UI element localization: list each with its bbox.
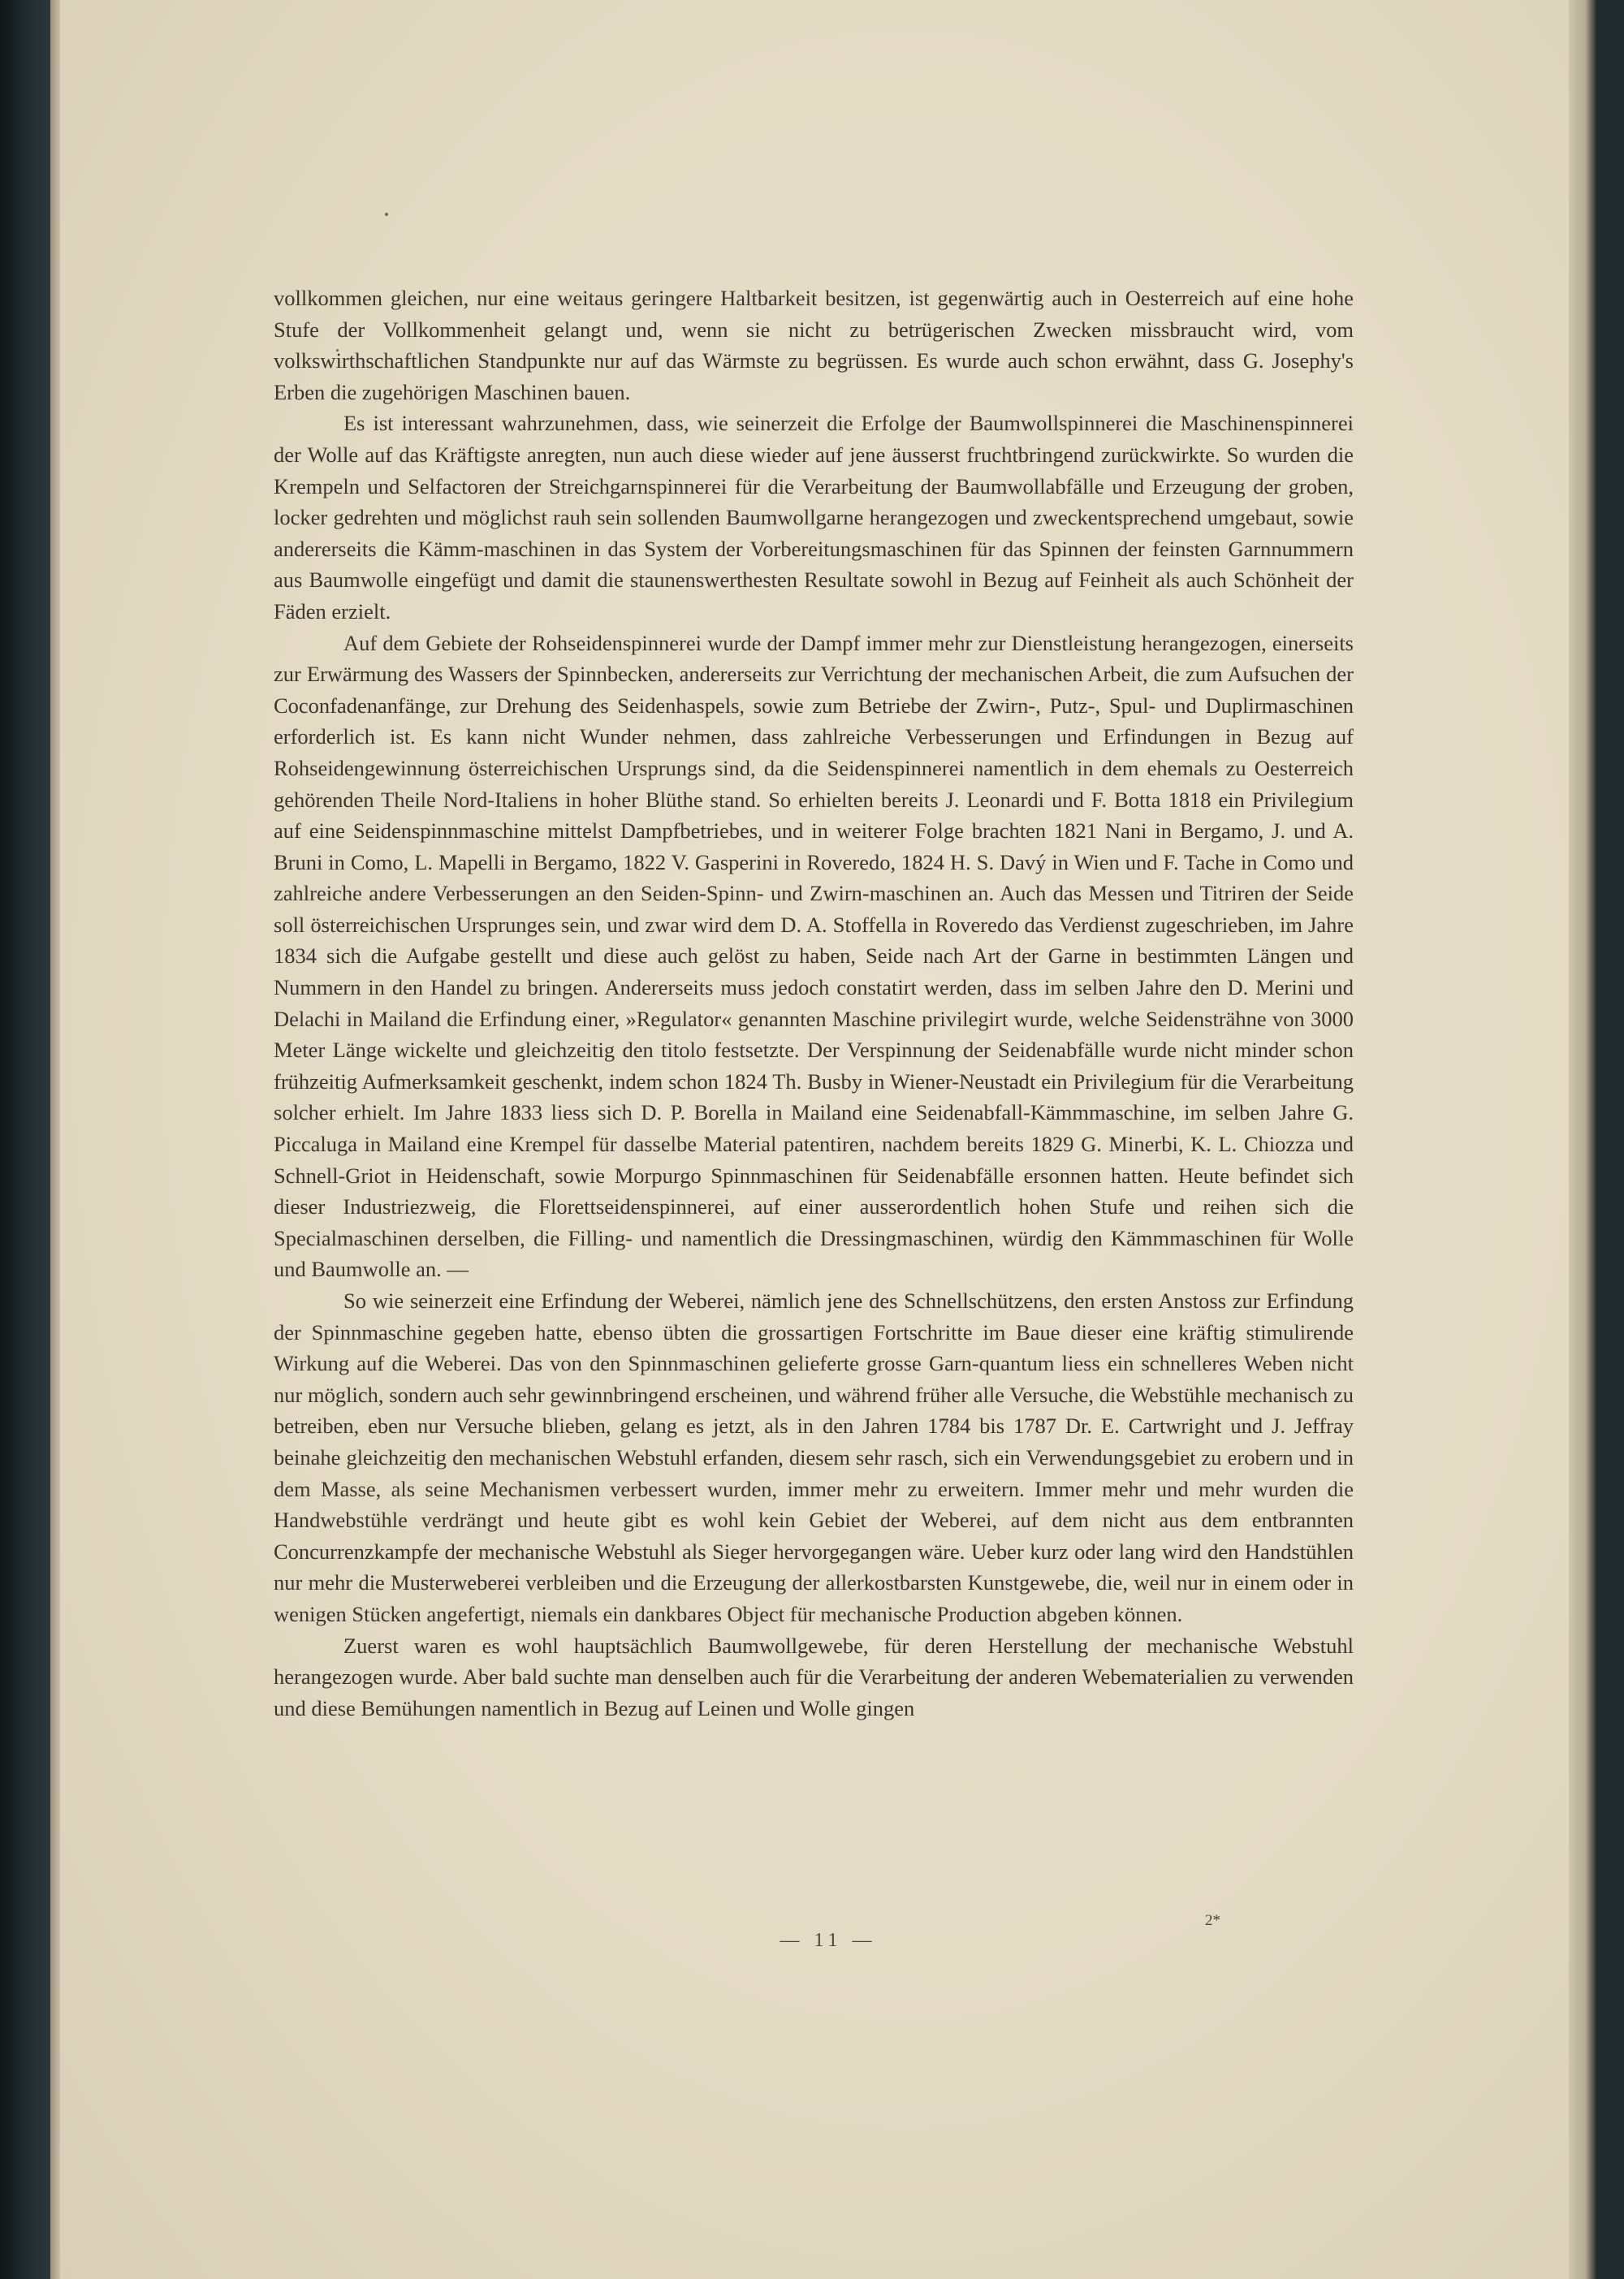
- binding-fold: [50, 0, 60, 2279]
- book-binding: [0, 0, 50, 2279]
- paragraph: Zuerst waren es wohl hauptsächlich Baumwollgewebe, für deren Herstellung der mechanische Webstuhl herangezogen wurde. Aber bald suchte man denselben auch für die Verarbeitung der anderen Webematerialien zu verwenden und diese Bemühungen namentlich in Bezug auf Leinen und Wolle gingen: [274, 1633, 1354, 1720]
- book-page: [60, 0, 1596, 2279]
- paper-speck: [385, 213, 388, 216]
- body-text: [274, 283, 1354, 1724]
- page-edge: [1569, 0, 1596, 2279]
- paragraph: So wie seinerzeit eine Erfindung der Weberei, nämlich jene des Schnellschützens, den ersten Anstoss zur Erfindung der Spinnmaschine gegeben hatte, ebenso übten die grossartigen Fortschritte im Baue dieser eine kräftig stimulirende Wirkung auf die Weberei. Das von den Spinnmaschinen gelieferte grosse Garn-quantum liess ein schnelleres Weben nicht nur möglich, sondern auch sehr gewinnbringend erscheinen, und während früher alle Versuche, die Webstühle mechanisch zu betreiben, eben nur Versuche blieben, gelang es jetzt, als in den Jahren 1784 bis 1787 Dr. E. Cartwright und J. Jeffray beinahe gleichzeitig den mechanischen Webstuhl erfanden, diesem sehr rasch, sich ein Verwendungsgebiet zu erobern und in dem Masse, als seine Mechanismen verbessert wurden, immer mehr zu erweitern. Immer mehr und mehr wurden die Handwebstühle verdrängt und heute gibt es wohl kein Gebiet der Weberei, auf dem nicht aus dem entbrannten Concurrenzkampfe der mechanische Webstuhl als Sieger hervorgegangen wäre. Ueber kurz oder lang wird den Handstühlen nur mehr die Musterweberei verbleiben und die Erzeugung der allerkostbarsten Kunstgewebe, die, weil nur in einem oder in wenigen Stücken angefertigt, niemals ein dankbares Object für mechanische Production abgeben können.: [274, 1288, 1354, 1626]
- signature-mark: 2*: [1205, 1912, 1220, 1929]
- paragraph: vollkommen gleichen, nur eine weitaus geringere Haltbarkeit besitzen, ist gegenwärtig auch in Oesterreich auf eine hohe Stufe der Vollkommenheit gelangt und, wenn sie nicht zu betrügerischen Zwecken missbraucht wird, vom volkswirthschaftlichen Standpunkte nur auf das Wärmste zu begrüssen. Es wurde auch schon erwähnt, dass G. Josephy's Erben die zugehörigen Maschinen bauen.: [274, 286, 1354, 404]
- paragraph: Es ist interessant wahrzunehmen, dass, wie seinerzeit die Erfolge der Baumwollspinnerei die Maschinenspinnerei der Wolle auf das Kräftigste anregten, nun auch diese wieder auf jene äusserst fruchtbringend zurückwirkte. So wurden die Krempeln und Selfactoren der Streichgarnspinnerei für die Verarbeitung der Baumwollabfälle und Erzeugung der groben, locker gedrehten und möglichst rauh sein sollenden Baumwollgarne herangezogen und zweckentsprechend umgebaut, sowie andererseits die Kämm-maschinen in das System der Vorbereitungsmaschinen für das Spinnen der feinsten Garnnummern aus Baumwolle eingefügt und damit die staunenswerthesten Resultate sowohl in Bezug auf Feinheit als auch Schönheit der Fäden erzielt.: [274, 411, 1354, 624]
- page-number: — 11 —: [780, 1930, 877, 1951]
- paragraph: Auf dem Gebiete der Rohseidenspinnerei wurde der Dampf immer mehr zur Dienstleistung herangezogen, einerseits zur Erwärmung des Wassers der Spinnbecken, andererseits zur Verrichtung der mechanischen Arbeit, die zum Aufsuchen der Coconfadenanfänge, zur Drehung des Seidenhaspels, sowie zum Betriebe der Zwirn-, Putz-, Spul- und Duplirmaschinen erforderlich ist. Es kann nicht Wunder nehmen, dass zahlreiche Verbesserungen und Erfindungen in Bezug auf Rohseidengewinnung österreichischen Ursprungs sind, da die Seidenspinnerei namentlich in dem ehemals zu Oesterreich gehörenden Theile Nord-Italiens in hoher Blüthe stand. So erhielten bereits J. Leonardi und F. Botta 1818 ein Privilegium auf eine Seidenspinnmaschine mittelst Dampfbetriebes, und in weiterer Folge brachten 1821 Nani in Bergamo, J. und A. Bruni in Como, L. Mapelli in Bergamo, 1822 V. Gasperini in Roveredo, 1824 H. S. Davý in Wien und F. Tache in Como und zahlreiche andere Verbesserungen an den Seiden-Spinn- und Zwirn-maschinen an. Auch das Messen und Titriren der Seide soll österreichischen Ursprunges sein, und zwar wird dem D. A. Stoffella in Roveredo das Verdienst zugeschrieben, im Jahre 1834 sich die Aufgabe gestellt und diese auch gelöst zu haben, Seide nach Art der Garne in bestimmten Längen und Nummern in den Handel zu bringen. Andererseits muss jedoch constatirt werden, dass im selben Jahre den D. Merini und Delachi in Mailand die Erfindung einer, »Regulator« genannten Maschine privilegirt wurde, welche Seidensträhne von 3000 Meter Länge wickelte und gleichzeitig den titolo festsetzte. Der Verspinnung der Seidenabfälle wurde nicht minder schon frühzeitig Aufmerksamkeit geschenkt, indem schon 1824 Th. Busby in Wiener-Neustadt ein Privilegium für die Verarbeitung solcher erhielt. Im Jahre 1833 liess sich D. P. Borella in Mailand eine Seidenabfall-Kämmmaschine, im selben Jahre G. Piccaluga in Mailand eine Krempel für dasselbe Material patentiren, nachdem bereits 1829 G. Minerbi, K. L. Chiozza und Schnell-Griot in Heidenschaft, sowie Morpurgo Spinnmaschinen für Seidenabfälle ersonnen hatten. Heute befindet sich dieser Industriezweig, die Florettseidenspinnerei, auf einer ausserordentlich hohen Stufe und reihen sich die Specialmaschinen derselben, die Filling- und namentlich die Dressingmaschinen, würdig den Kämmmaschinen für Wolle und Baumwolle an. —: [274, 630, 1354, 1282]
